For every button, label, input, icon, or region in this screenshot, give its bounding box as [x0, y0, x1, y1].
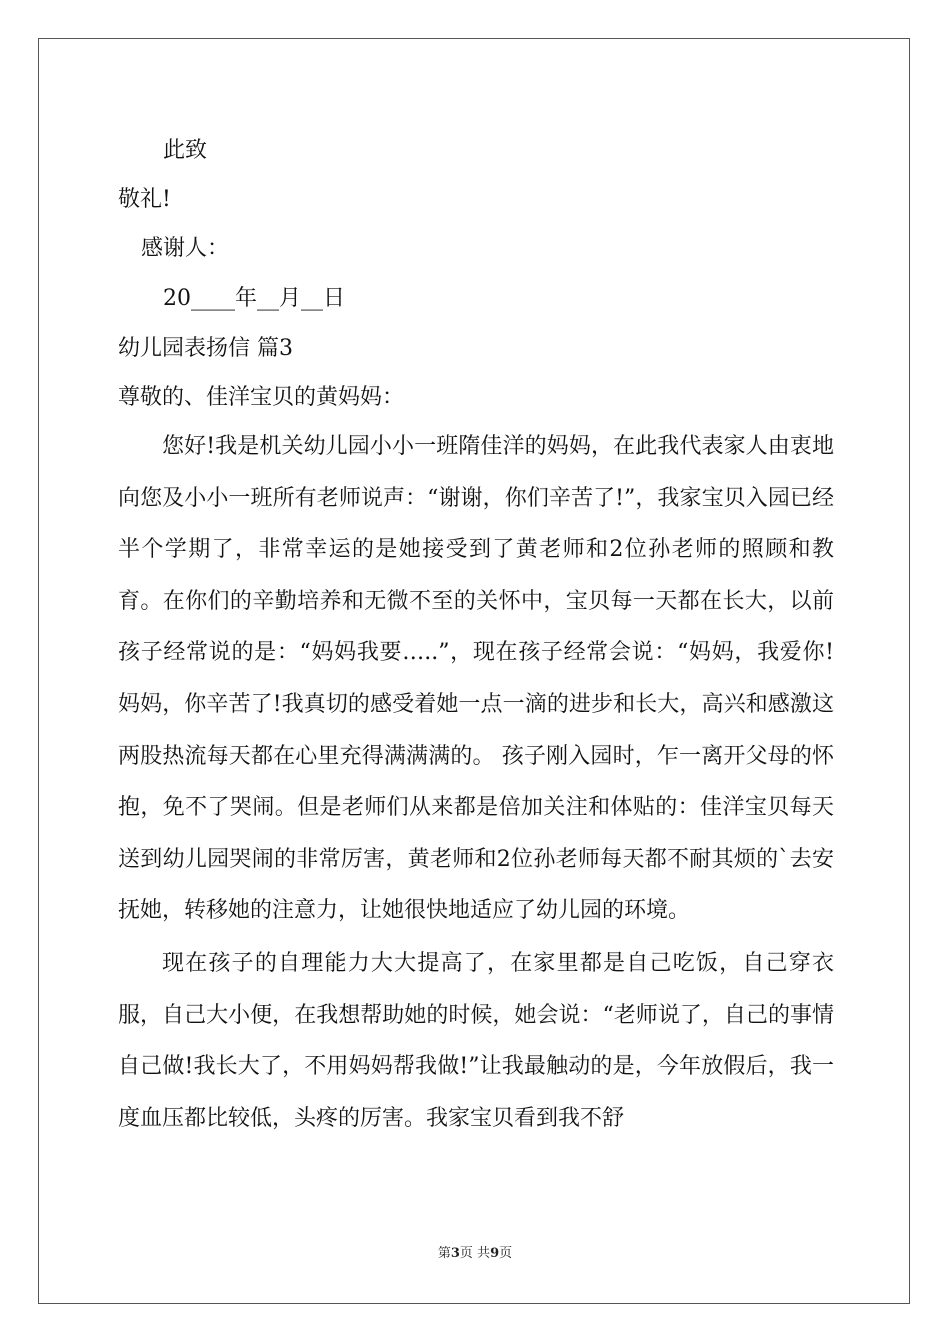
section-greeting: 尊敬的、佳洋宝贝的黄妈妈： — [118, 385, 405, 410]
footer-page-total: 9 — [490, 1246, 500, 1261]
footer-page-current: 3 — [450, 1246, 460, 1261]
section-title: 幼儿园表扬信 篇3 — [118, 336, 293, 361]
footer-page-prefix: 第 — [437, 1246, 451, 1261]
letter-date: 20____年__月__日 — [163, 286, 345, 311]
body-paragraph-2-text: 现在孩子的自理能力大大提高了，在家里都是自己吃饭，自己穿衣服，自己大小便，在我想帮助她的时候，她会说：“老师说了，自己的事情自己做!我长大了，不用妈妈帮我做!”让我最触动的是，今年放假后，我一度血压都比较低，头疼的厉害。我家宝贝看到我不舒 — [118, 951, 834, 1131]
body-paragraph-1 — [118, 421, 834, 937]
footer-page-mid: 页 共 — [459, 1246, 491, 1261]
letter-signer: 感谢人： — [141, 236, 230, 261]
page-footer — [0, 1245, 950, 1263]
letter-salute: 敬礼! — [118, 187, 171, 212]
body-paragraph-2 — [118, 938, 834, 1144]
body-paragraph-1-text: 您好!我是机关幼儿园小小一班隋佳洋的妈妈，在此我代表家人由衷地向您及小小一班所有老师说声：“谢谢，你们辛苦了!”，我家宝贝入园已经半个学期了，非常幸运的是她接受到了黄老师和2位孙老师的照顾和教育。在你们的辛勤培养和无微不至的关怀中，宝贝每一天都在长大，以前孩子经常说的是：“妈妈我要…..”，现在孩子经常会说：“妈妈，我爱你!妈妈，你辛苦了!我真切的感受着她一点一滴的进步和长大，高兴和感激这两股热流每天都在心里充得满满满的。 孩子刚入园时，乍一离开父母的怀抱，免不了哭闹。但是老师们从来都是倍加关注和体贴的：佳洋宝贝每天送到幼儿园哭闹的非常厉害，黄老师和2位孙老师每天都不耐其烦的`去安抚她，转移她的注意力，让她很快地适应了幼儿园的环境。 — [118, 434, 834, 924]
footer-page-suffix: 页 — [499, 1246, 513, 1261]
letter-closing: 此致 — [163, 138, 208, 163]
